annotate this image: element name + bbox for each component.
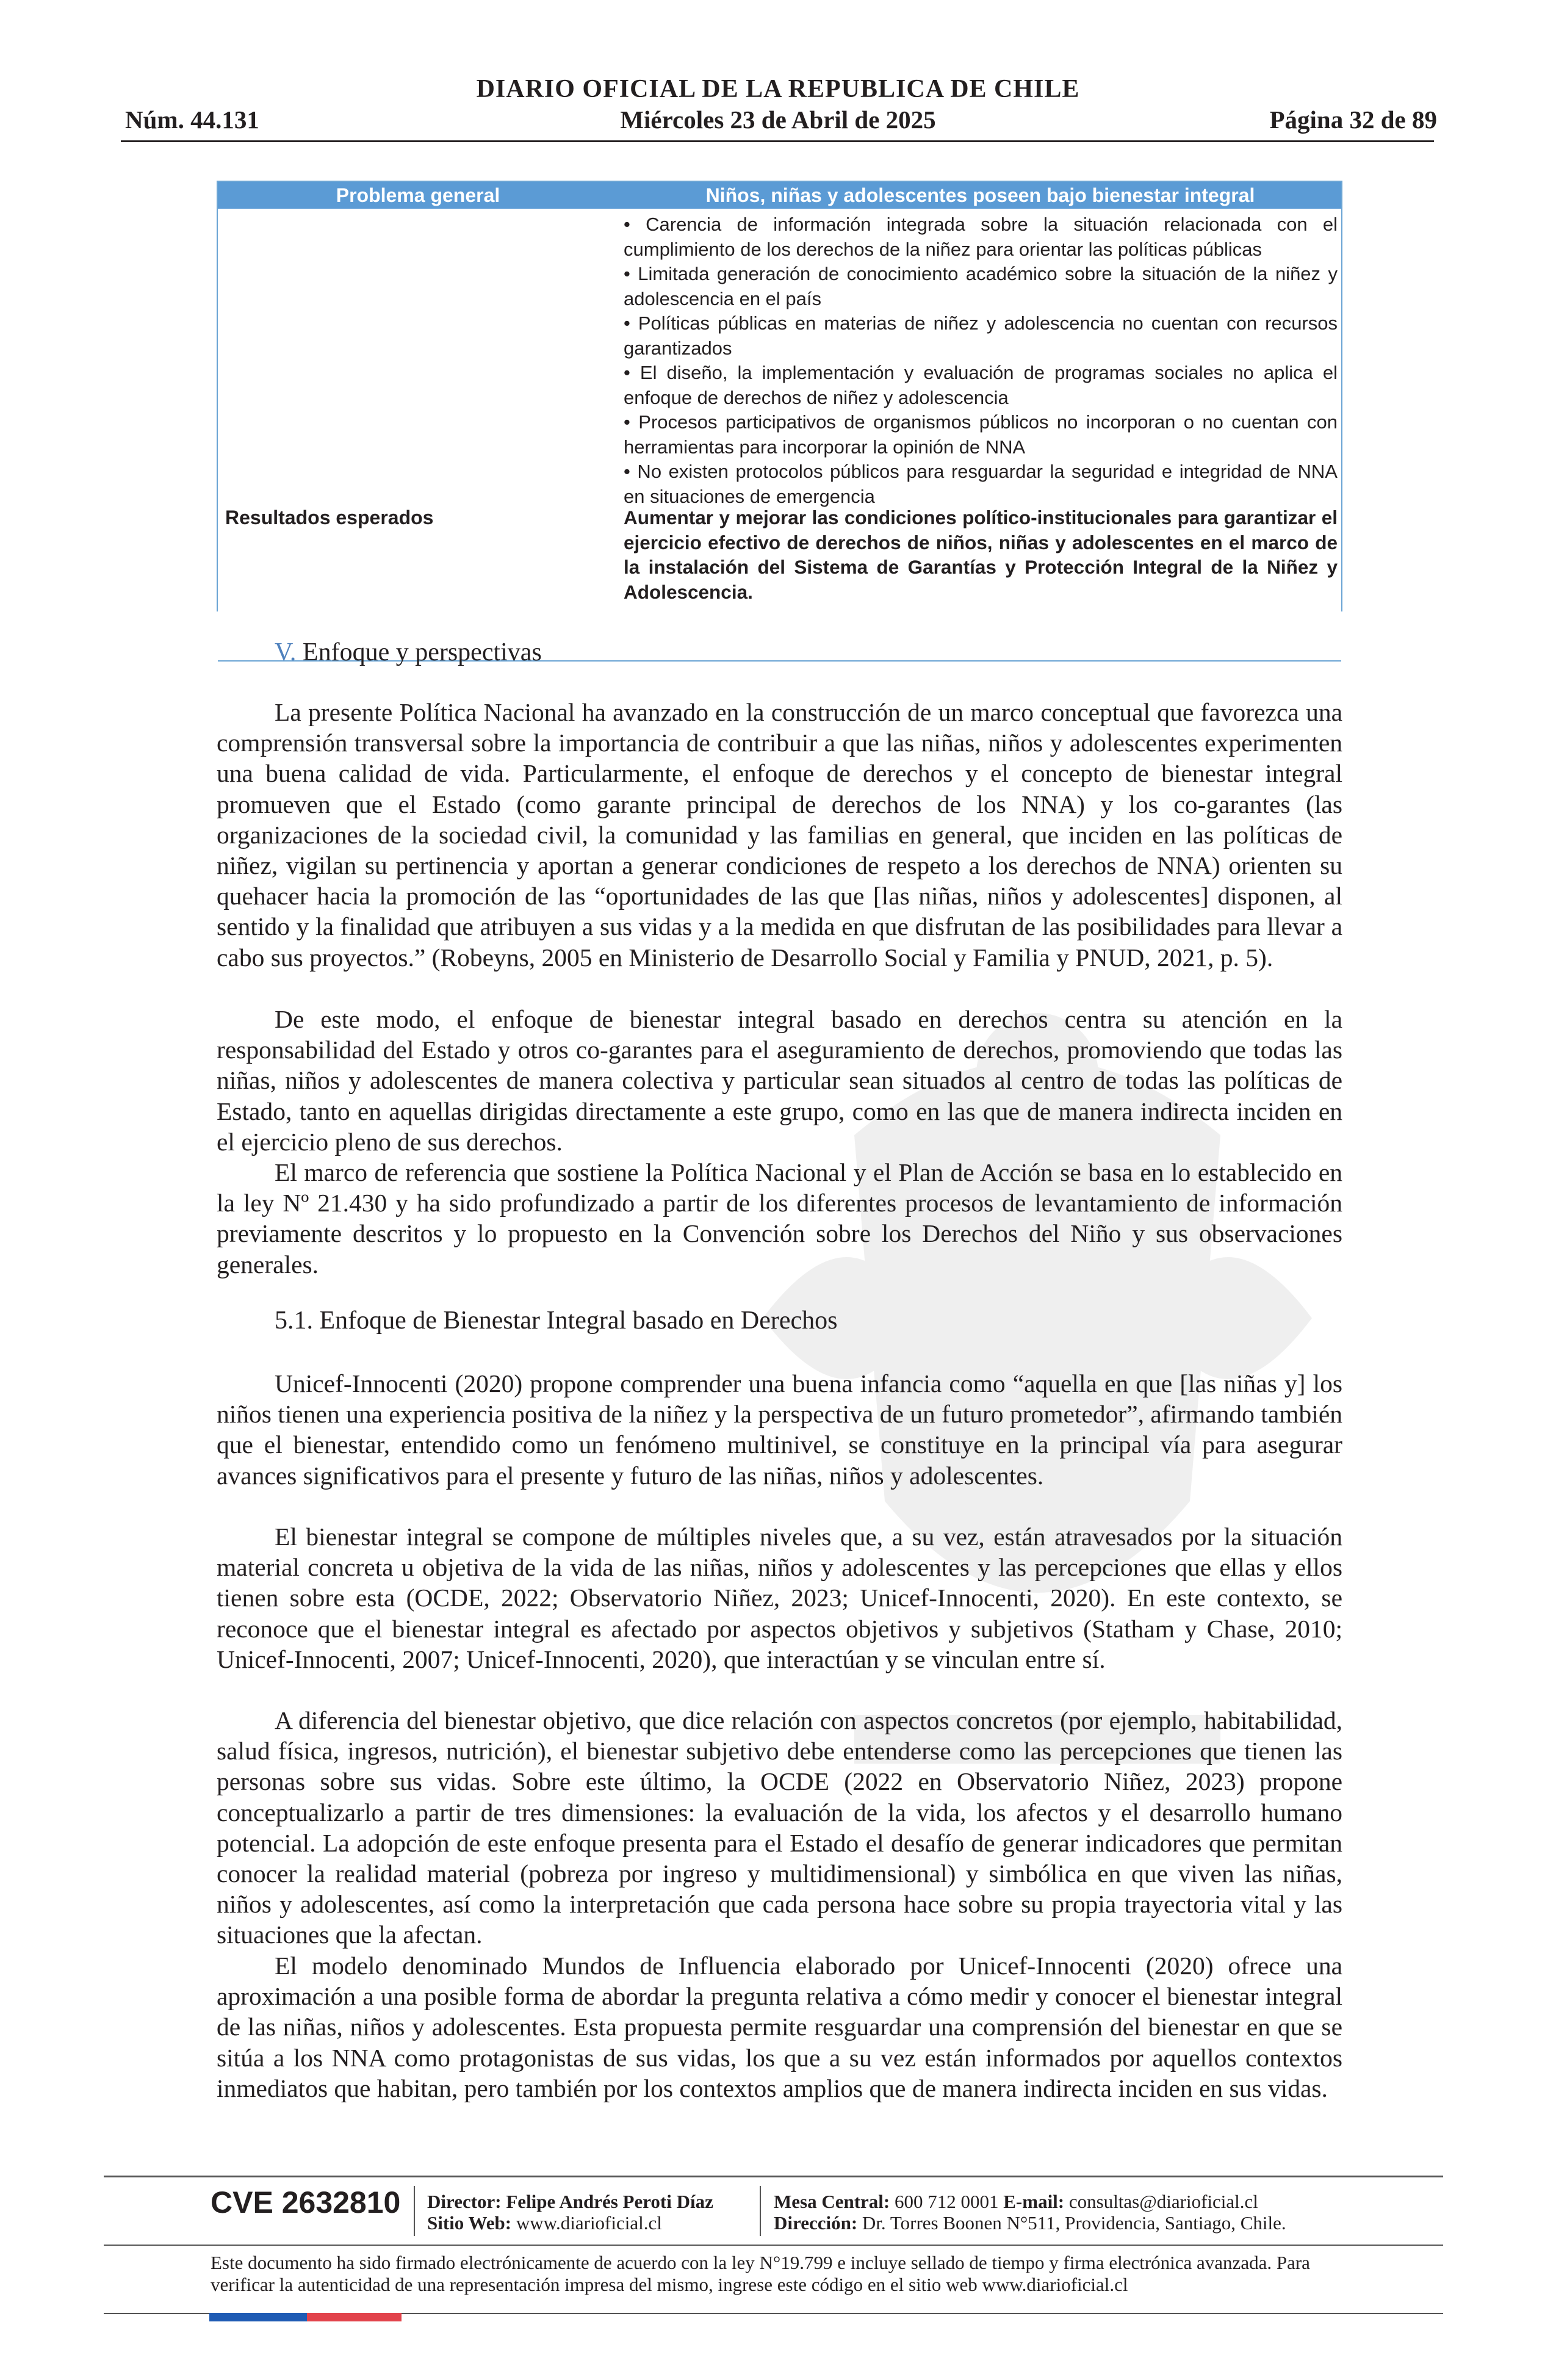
table-header-col1: Problema general [336, 184, 500, 206]
director-block: Director: Felipe Andrés Peroti Díaz Sitio Web: www.diarioficial.cl [427, 2191, 713, 2234]
problem-table [217, 181, 1342, 611]
table-header-col2: Niños, niñas y adolescentes poseen bajo bienestar integral [705, 184, 1255, 206]
problem-bullets [624, 212, 1338, 509]
contact-block: Mesa Central: 600 712 0001 E-mail: consultas@diarioficial.cl Dirección: Dr. Torres Boonen N°511, Providencia, Santiago, Chile. [774, 2191, 1286, 2234]
footer-divider [104, 2176, 1443, 2177]
list-item: • Procesos participativos de organismos públicos no incorporan o no cuentan con herramientas para incorporar la opinión de NNA [624, 411, 1338, 458]
footer-divider [104, 2245, 1443, 2246]
list-item: • Políticas públicas en materias de niñez y adolescencia no cuentan con recursos garantizados [624, 312, 1338, 359]
flag-stripe-blue [209, 2313, 307, 2321]
cve-code: CVE 2632810 [211, 2185, 401, 2220]
section-heading [275, 638, 542, 667]
flag-stripe-red [307, 2313, 402, 2321]
paragraph: De este modo, el enfoque de bienestar integral basado en derechos centra su atención en la responsabilidad del Estado y otros co-garantes para el aseguramiento de derechos, promoviendo que todas las niñas, niños y adolescentes de manera colectiva y particular sean situados al centro de todas las políticas de Estado, tanto en aquellas dirigidas directamente a este grupo, como en las que de manera indirecta inciden en el ejercicio pleno de sus derechos. [217, 1005, 1342, 1156]
section-number: V. [275, 638, 297, 666]
paragraph: El bienestar integral se compone de múltiples niveles que, a su vez, están atravesados por la situación material concreta u objetiva de la vida de las niñas, niños y adolescentes y las percepciones que ellas y ellos tienen sobre esta (OCDE, 2022; Observatorio Niñez, 2023; Unicef-Innocenti, 2020). En este contexto, se reconoce que el bienestar integral es afectado por aspectos objetivos y subjetivos (Statham y Chase, 2010; Unicef-Innocenti, 2007; Unicef-Innocenti, 2020), que interactúan y se vinculan entre sí. [217, 1523, 1342, 1673]
footer-separator [760, 2186, 761, 2236]
results-text: Aumentar y mejorar las condiciones político-institucionales para garantizar el ejercicio efectivo de derechos de niños, niñas y adolescentes en el marco de la instalación del Sistema de Garantías y Protección Integral de la Niñez y Adolescencia. [624, 507, 1338, 603]
list-item: • El diseño, la implementación y evaluación de programas sociales no aplica el enfoque de derechos de niñez y adolescencia [624, 362, 1338, 408]
paragraph: El modelo denominado Mundos de Influencia elaborado por Unicef-Innocenti (2020) ofrece una aproximación a una posible forma de abordar la pregunta relativa a cómo medir y conocer el bienestar integral de las niñas, niños y adolescentes. Esta propuesta permite resguardar una comprensión del bienestar en que se sitúa a los NNA como protagonistas de sus vidas, los que a su vez están informados por aquellos contextos inmediatos que habitan, pero también por los contextos amplios que de manera indirecta inciden en sus vidas. [217, 1952, 1342, 2102]
paragraph: La presente Política Nacional ha avanzado en la construcción de un marco conceptual que favorezca una comprensión transversal sobre la importancia de contribuir a que las niñas, niños y adolescentes experimenten una buena calidad de vida. Particularmente, el enfoque de derechos y el concepto de bienestar integral promueven que el Estado (como garante principal de derechos de los NNA) y los co-garantes (las organizaciones de la sociedad civil, la comunidad y las familias en general, que inciden en las políticas de niñez, vigilan su pertinencia y aportan a generar condiciones de respeto a los derechos de NNA) orienten su quehacer hacia la promoción de las “oportunidades de las que [las niñas, niños y adolescentes] disponen, al sentido y la finalidad que atribuyen a sus vidas y a la medida en que disfrutan de las posibilidades para llevar a cabo sus proyectos.” (Robeyns, 2005 en Ministerio de Desarrollo Social y Familia y PNUD, 2021, p. 5). [217, 698, 1342, 972]
publication-title: DIARIO OFICIAL DE LA REPUBLICA DE CHILE [476, 75, 1080, 103]
list-item: • Carencia de información integrada sobre la situación relacionada con el cumplimiento de los derechos de la niñez para orientar las políticas públicas [624, 214, 1338, 260]
list-item: • No existen protocolos públicos para resguardar la seguridad e integridad de NNA en situaciones de emergencia [624, 461, 1338, 507]
results-label: Resultados esperados [225, 507, 434, 528]
page-indicator: Página 32 de 89 [1269, 106, 1437, 134]
footer-separator [414, 2186, 415, 2236]
signature-note: Este documento ha sido firmado electrónicamente de acuerdo con la ley N°19.799 e incluye sellado de tiempo y firma electrónica avanzada. Para verificar la autenticidad de una representación impresa del mismo, ingrese este código en el sitio web www.diarioficial.cl [211, 2252, 1310, 2295]
paragraph: Unicef-Innocenti (2020) propone comprender una buena infancia como “aquella en que [las niñas y] los niños tienen una experiencia positiva de la niñez y la perspectiva de un futuro prometedor”, afirmando también que el bienestar, entendido como un fenómeno multinivel, se constituye en la principal vía para asegurar avances significativos para el presente y futuro de las niñas, niños y adolescentes. [217, 1369, 1342, 1490]
table-column-divider [618, 209, 619, 610]
issue-number: Núm. 44.131 [125, 106, 259, 134]
paragraph: El marco de referencia que sostiene la Política Nacional y el Plan de Acción se basa en lo establecido en la ley Nº 21.430 y ha sido profundizado a partir de los diferentes procesos de levantamiento de información previamente descritos y lo propuesto en la Convención sobre los Derechos del Niño y sus observaciones generales. [217, 1158, 1342, 1278]
list-item: • Limitada generación de conocimiento académico sobre la situación de la niñez y adolescencia en el país [624, 263, 1338, 309]
header-divider [121, 140, 1434, 142]
subsection-heading: 5.1. Enfoque de Bienestar Integral basado en Derechos [275, 1307, 838, 1335]
section-title: Enfoque y perspectivas [302, 638, 542, 666]
table-header [218, 182, 1341, 209]
issue-date: Miércoles 23 de Abril de 2025 [620, 106, 936, 134]
paragraph: A diferencia del bienestar objetivo, que dice relación con aspectos concretos (por ejemplo, habitabilidad, salud física, ingresos, nutrición), el bienestar subjetivo debe entenderse como las percepciones que tienen las personas sobre sus vidas. Sobre este último, la OCDE (2022 en Observatorio Niñez, 2023) propone conceptualizarlo a partir de tres dimensiones: la evaluación de la vida, los afectos y el desarrollo humano potencial. La adopción de este enfoque presenta para el Estado el desafío de generar indicadores que permitan conocer la realidad material (pobreza por ingreso y multidimensional) y simbólica en que viven las niñas, niños y adolescentes, así como la interpretación que cada persona hace sobre su propia trayectoria vital y las situaciones que la afectan. [217, 1706, 1342, 1949]
